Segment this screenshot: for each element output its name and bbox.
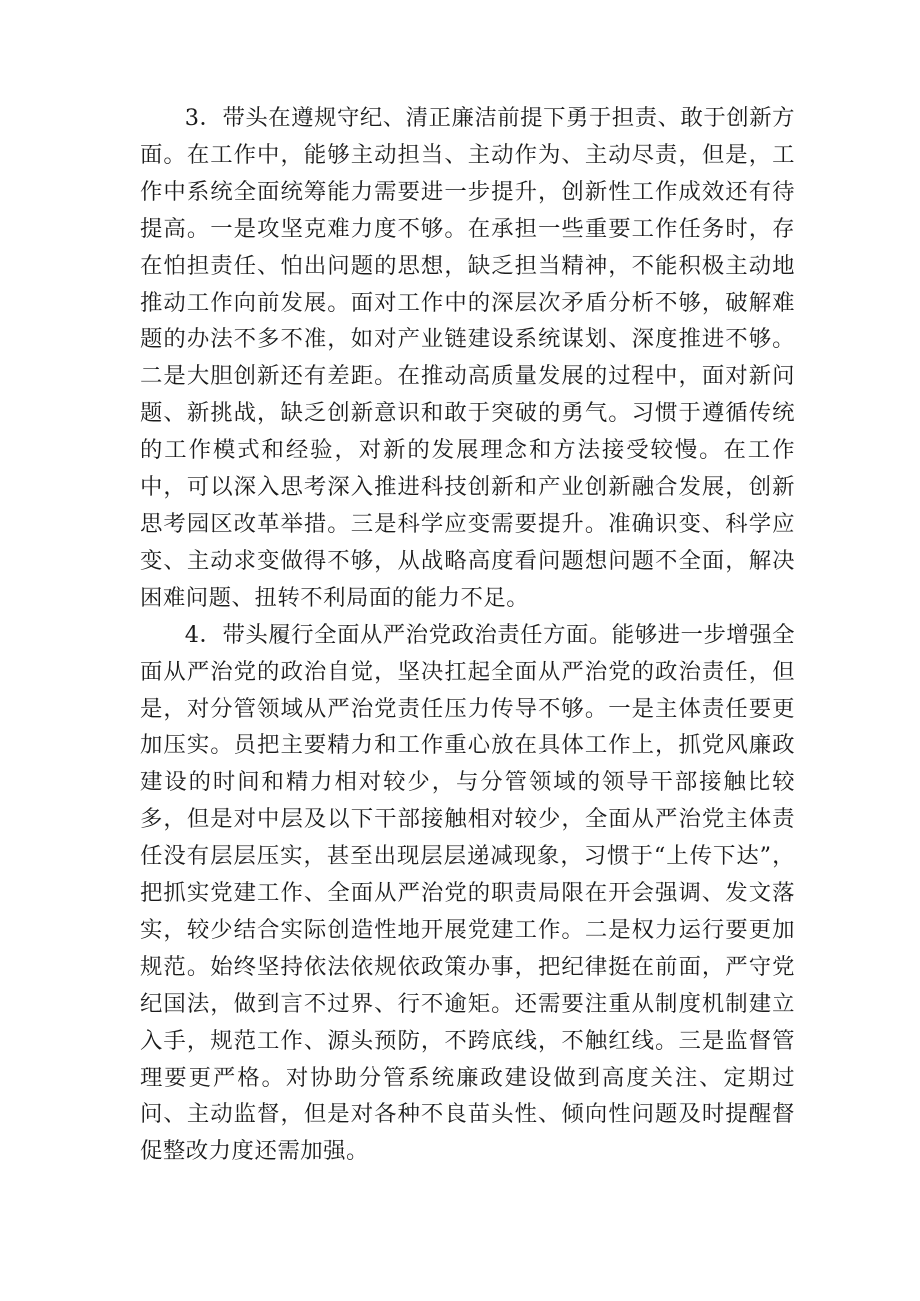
paragraph-section-4: 4．带头履行全面从严治党政治责任方面。能够进一步增强全面从严治党的政治自觉，坚决扛起全面从严治党的政治责任，但是，对分管领域从严治党责任压力传导不够。一是主体责任要更加压实。员把主要精力和工作重心放在具体工作上，抓党风廉政建设的时间和精力相对较少，与分管领域的领导干部接触比较多，但是对中层及以下干部接触相对较少，全面从严治党主体责任没有层层压实，甚至出现层层递减现象，习惯于“上传下达”，把抓实党建工作、全面从严治党的职责局限在开会强调、发文落实，较少结合实际创造性地开展党建工作。二是权力运行要更加规范。始终坚持依法依规依政策办事，把纪律挺在前面，严守党纪国法，做到言不过界、行不逾矩。还需要注重从制度机制建立入手，规范工作、源头预防，不跨底线，不触红线。三是监督管理要更严格。对协助分管系统廉政建设做到高度关注、定期过问、主动监督，但是对各种不良苗头性、倾向性问题及时提醒督促整改力度还需加强。 [140, 621, 795, 1165]
document-body [140, 100, 795, 1170]
paragraph-section-3: 3．带头在遵规守纪、清正廉洁前提下勇于担责、敢于创新方面。在工作中，能够主动担当、主动作为、主动尽责，但是，工作中系统全面统筹能力需要进一步提升，创新性工作成效还有待提高。一是攻坚克难力度不够。在承担一些重要工作任务时，存在怕担责任、怕出问题的思想，缺乏担当精神，不能积极主动地推动工作向前发展。面对工作中的深层次矛盾分析不够，破解难题的办法不多不准，如对产业链建设系统谋划、深度推进不够。二是大胆创新还有差距。在推动高质量发展的过程中，面对新问题、新挑战，缺乏创新意识和敢于突破的勇气。习惯于遵循传统的工作模式和经验，对新的发展理念和方法接受较慢。在工作中，可以深入思考深入推进科技创新和产业创新融合发展，创新思考园区改革举措。三是科学应变需要提升。准确识变、科学应变、主动求变做得不够，从战略高度看问题想问题不全面，解决困难问题、扭转不利局面的能力不足。 [140, 105, 795, 611]
